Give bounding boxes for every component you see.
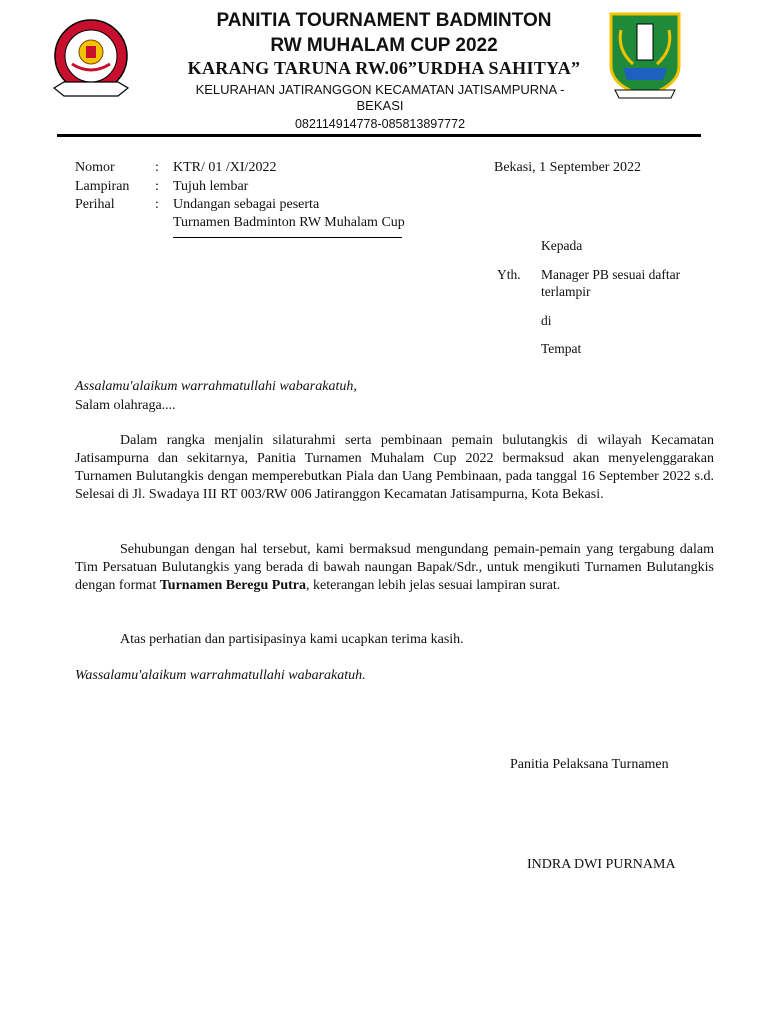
letterhead-organization: KARANG TARUNA RW.06”URDHA SAHITYA” (187, 58, 581, 78)
letterhead-address (170, 82, 590, 114)
nomor-value: KTR/ 01 /XI/2022 (173, 160, 277, 175)
greeting: Assalamu'alaikum warrahmatullahi wabarakatuh, (75, 379, 357, 394)
signature-name: INDRA DWI PURNAMA (527, 857, 676, 872)
paragraph-3: Atas perhatian dan partisipasinya kami ucapkan terima kasih. (120, 632, 464, 647)
letterhead-phone: 082114914778-085813897772 (294, 117, 466, 131)
paragraph-2-text-after: , keterangan lebih jelas sesuai lampiran surat. (305, 578, 561, 593)
address-line1: KELURAHAN JATIRANGGON KECAMATAN JATISAMPURNA - (195, 82, 565, 97)
letter-date: Bekasi, 1 September 2022 (494, 160, 641, 175)
nomor-colon: : (155, 160, 159, 175)
letterhead-divider (57, 134, 701, 137)
salam-olahraga: Salam olahraga.... (75, 398, 176, 413)
address-line2: BEKASI (356, 98, 404, 113)
perihal-value-line1: Undangan sebagai peserta (173, 197, 320, 212)
recipient-name-line2: terlampir (541, 284, 591, 299)
paragraph-2-text-before: Sehubungan dengan hal tersebut, kami bermaksud mengundang pemain-pemain yang tergabung dalam Tim Persatuan Bulutangkis yang berada di bawah naungan Bapak/Sdr., untuk mengikuti Turnamen Bulutangkis dengan format (75, 542, 714, 593)
recipient-name-line1: Manager PB sesuai daftar (541, 267, 681, 282)
perihal-colon: : (155, 197, 159, 212)
paragraph-2 (75, 541, 714, 595)
lampiran-label: Lampiran (75, 179, 130, 194)
nomor-label: Nomor (75, 160, 115, 175)
recipient-di: di (541, 313, 552, 328)
closing-salutation: Wassalamu'alaikum warrahmatullahi wabarakatuh. (75, 668, 366, 683)
paragraph-1: Dalam rangka menjalin silaturahmi serta pembinaan pemain bulutangkis di wilayah Kecamatan Jatisampurna dan sekitarnya, Panitia Turnamen Muhalam Cup 2022 bermaksud akan menyelenggarakan Turnamen Bulutangkis dengan memperebutkan Piala dan Uang Pembinaan, pada tanggal 16 September 2022 s.d. Selesai di Jl. Swadaya III RT 003/RW 006 Jatiranggon Kecamatan Jatisampurna, Kota Bekasi. (75, 433, 714, 502)
recipient-tempat: Tempat (541, 341, 582, 356)
perihal-label: Perihal (75, 197, 115, 212)
perihal-value-line2: Turnamen Badminton RW Muhalam Cup (173, 215, 405, 230)
paragraph-2-format: Turnamen Beregu Putra (159, 578, 306, 593)
recipient-yth: Yth. (497, 267, 521, 282)
letterhead-title-line1: PANITIA TOURNAMENT BADMINTON (216, 10, 552, 31)
signature-committee: Panitia Pelaksana Turnamen (510, 757, 669, 772)
lampiran-colon: : (155, 179, 159, 194)
letterhead-title-line2: RW MUHALAM CUP 2022 (270, 35, 498, 56)
lampiran-value: Tujuh lembar (173, 179, 249, 194)
recipient-kepada: Kepada (541, 238, 583, 253)
perihal-underline (173, 237, 402, 238)
